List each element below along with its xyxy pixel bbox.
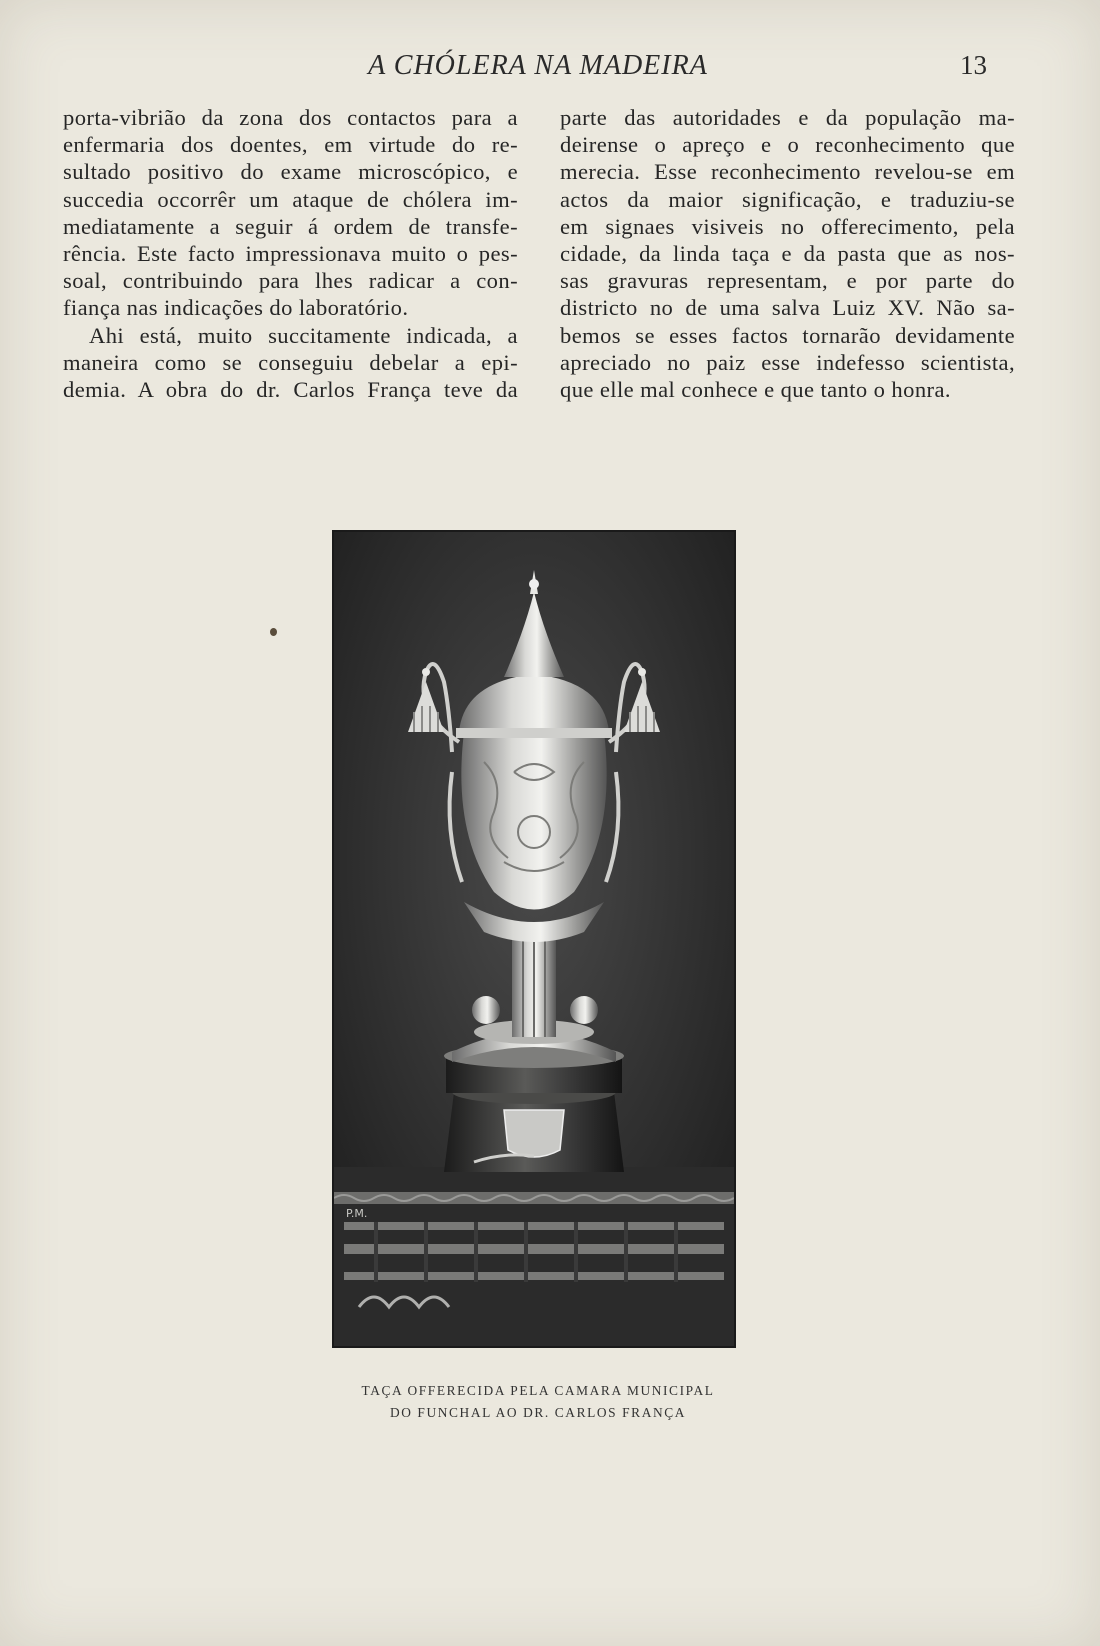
page-number: 13 (960, 50, 987, 80)
cup-photograph (332, 530, 736, 1348)
text-line: Ahi está, muito succitamente indicada, a (89, 322, 518, 348)
text-line: porta-vibrião da zona dos contactos para a (63, 105, 518, 130)
paper-speck (270, 628, 277, 636)
text-line: succedia occorrêr um ataque de chólera im- (63, 186, 518, 212)
text-line: deirense o apreço e o reconhecimento que (560, 132, 1015, 158)
figure-caption (0, 1380, 1076, 1424)
text-line: sas gravuras representam, e por parte do (560, 268, 1015, 294)
left-text-column (63, 104, 518, 403)
text-line: maneira como se conseguiu debelar a epi- (63, 349, 518, 375)
caption-line: TAÇA OFFERECIDA PELA CAMARA MUNICIPAL (361, 1383, 715, 1398)
text-line: enfermaria dos doentes, em virtude do re- (63, 132, 518, 158)
text-line: parte das autoridades e da população ma- (560, 105, 1015, 130)
text-line: actos da maior significação, e traduziu-se (560, 186, 1015, 212)
text-line: rência. Este facto impressionava muito o pes- (63, 240, 518, 266)
text-line: mediatamente a seguir á ordem de transfe- (63, 213, 518, 239)
caption-line: DO FUNCHAL AO DR. CARLOS FRANÇA (389, 1405, 687, 1420)
right-text-column (560, 104, 1015, 403)
text-line: demia. A obra do dr. Carlos França teve da (63, 376, 518, 402)
text-line: fiança nas indicações do laboratório. (63, 295, 409, 321)
svg-text:P.M.: P.M. (346, 1207, 368, 1220)
text-line: sultado positivo do exame microscópico, e (63, 159, 518, 185)
text-line: em signaes visiveis no offerecimento, pela (560, 213, 1015, 239)
text-line: que elle mal conhece e que tanto o honra. (560, 376, 951, 402)
text-line: cidade, da linda taça e da pasta que as nos- (560, 240, 1015, 266)
text-line: soal, contribuindo para lhes radicar a con- (63, 268, 518, 294)
text-line: apreciado no paiz esse indefesso scientista, (560, 349, 1015, 375)
running-title: A CHÓLERA NA MADEIRA (368, 50, 708, 81)
text-line: merecia. Esse reconhecimento revelou-se em (560, 159, 1015, 185)
text-line: districto no de uma salva Luiz XV. Não sa- (560, 295, 1015, 321)
cup-illustration (334, 532, 734, 1346)
page-header (0, 46, 1100, 86)
text-line: bemos se esses factos tornarão devidamente (560, 322, 1015, 348)
